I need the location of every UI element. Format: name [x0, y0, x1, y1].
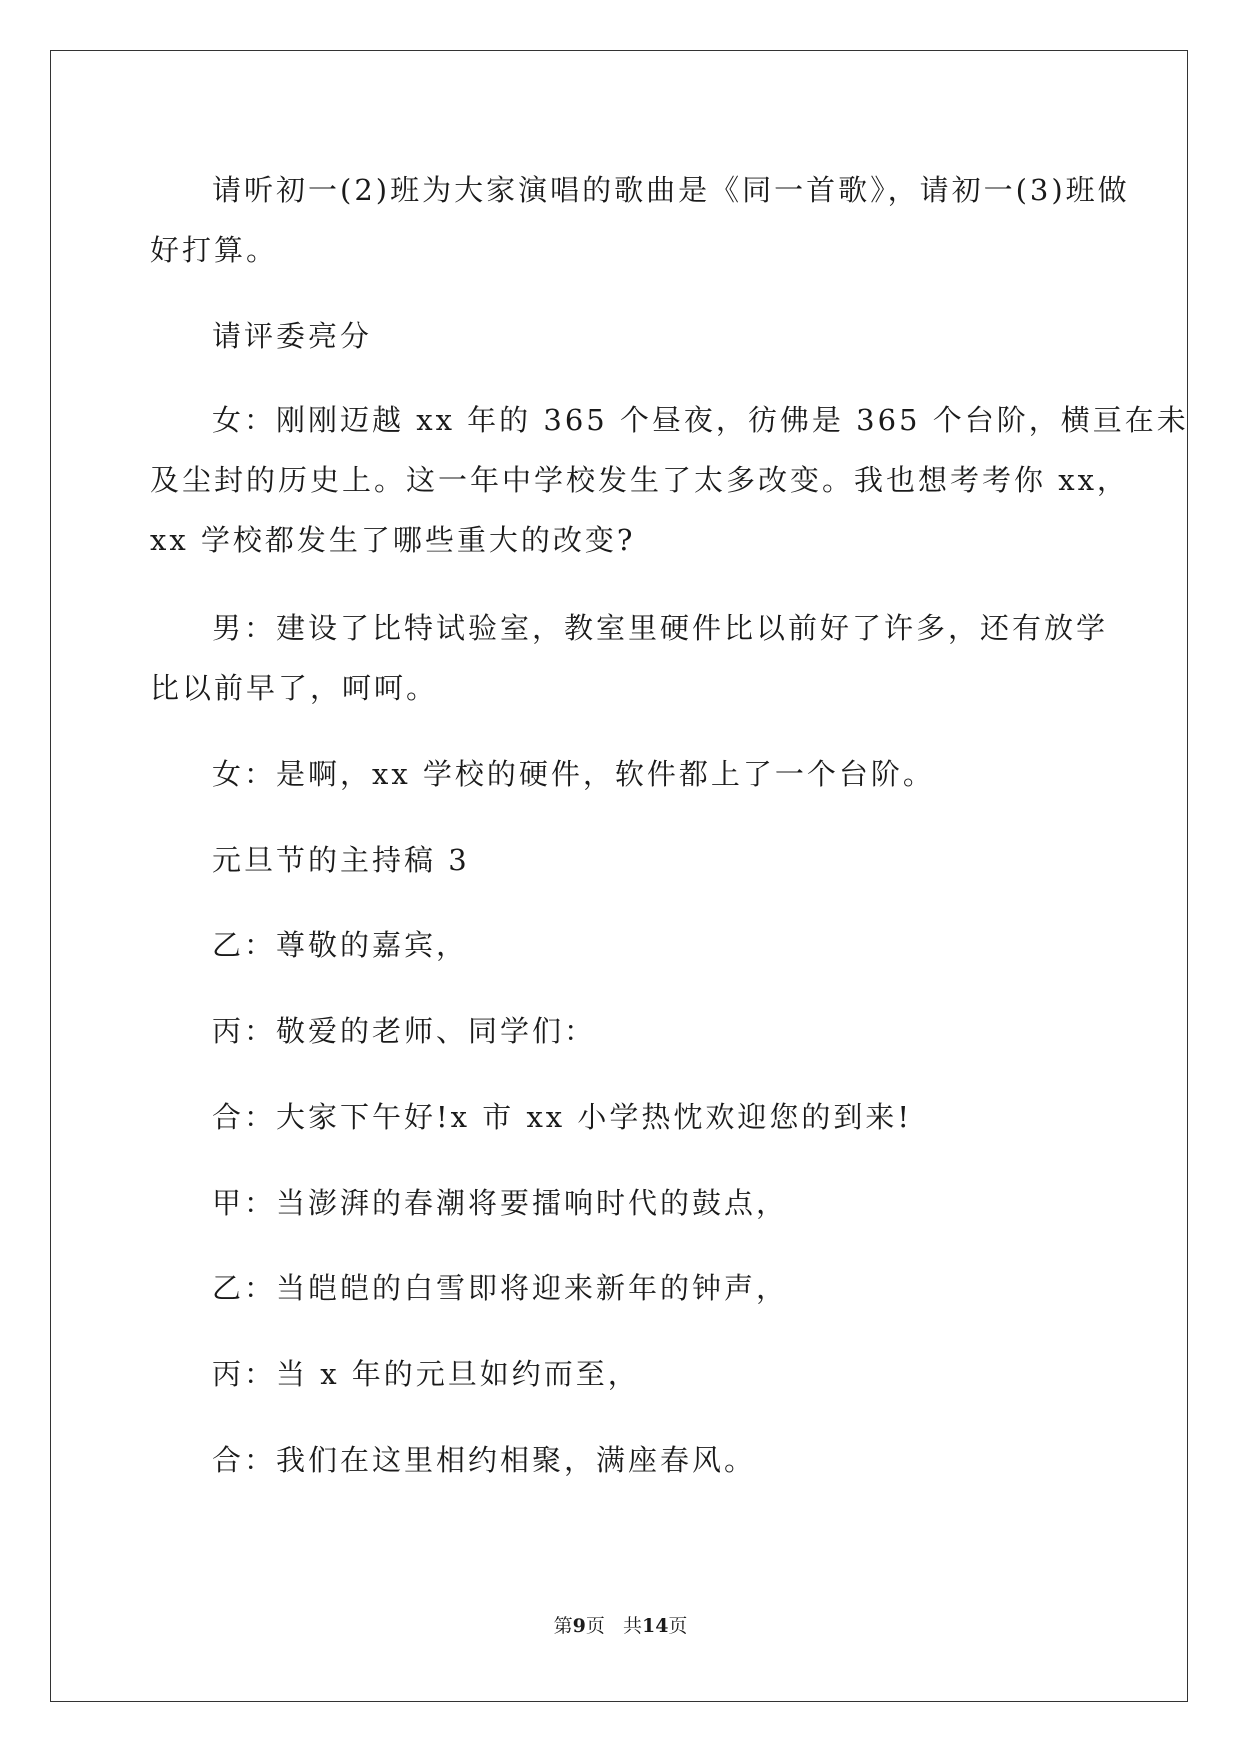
paragraph-line: 甲：当澎湃的春潮将要擂响时代的鼓点，	[212, 1186, 789, 1220]
paragraph-line: 请听初一(2)班为大家演唱的歌曲是《同一首歌》，请初一(3)班做	[212, 173, 1130, 207]
paragraph-line: 请评委亮分	[212, 319, 373, 353]
paragraph-line: 及尘封的历史上。这一年中学校发生了太多改变。我也想考考你 xx，	[150, 463, 1129, 497]
footer-total-prefix: 共	[622, 1615, 642, 1637]
page-number: 9	[572, 1615, 586, 1637]
total-pages: 14	[641, 1615, 669, 1637]
paragraph-line: 乙：当皑皑的白雪即将迎来新年的钟声，	[212, 1271, 789, 1305]
paragraph-line: 合：我们在这里相约相聚，满座春风。	[212, 1443, 757, 1477]
paragraph-line: 合：大家下午好!x 市 xx 小学热忱欢迎您的到来!	[212, 1100, 913, 1134]
paragraph-line: 男：建设了比特试验室，教室里硬件比以前好了许多，还有放学	[212, 611, 1109, 645]
footer-prefix: 第	[553, 1615, 573, 1637]
paragraph-line: 丙：敬爱的老师、同学们：	[212, 1014, 597, 1048]
paragraph-line: 丙：当 x 年的元旦如约而至，	[212, 1357, 640, 1391]
footer-page-suffix: 页	[585, 1615, 605, 1637]
paragraph-line: 乙：尊敬的嘉宾，	[212, 928, 469, 962]
section-heading: 元旦节的主持稿 3	[212, 843, 470, 877]
paragraph-line: 好打算。	[150, 233, 279, 267]
paragraph-line: xx 学校都发生了哪些重大的改变?	[150, 523, 636, 557]
paragraph-line: 女：刚刚迈越 xx 年的 365 个昼夜，彷佛是 365 个台阶，横亘在未	[212, 403, 1189, 437]
paragraph-line: 女：是啊，xx 学校的硬件，软件都上了一个台阶。	[212, 757, 935, 791]
paragraph-line: 比以前早了，呵呵。	[150, 671, 439, 705]
footer-total-suffix: 页	[668, 1615, 688, 1637]
page-footer	[0, 1611, 1241, 1638]
